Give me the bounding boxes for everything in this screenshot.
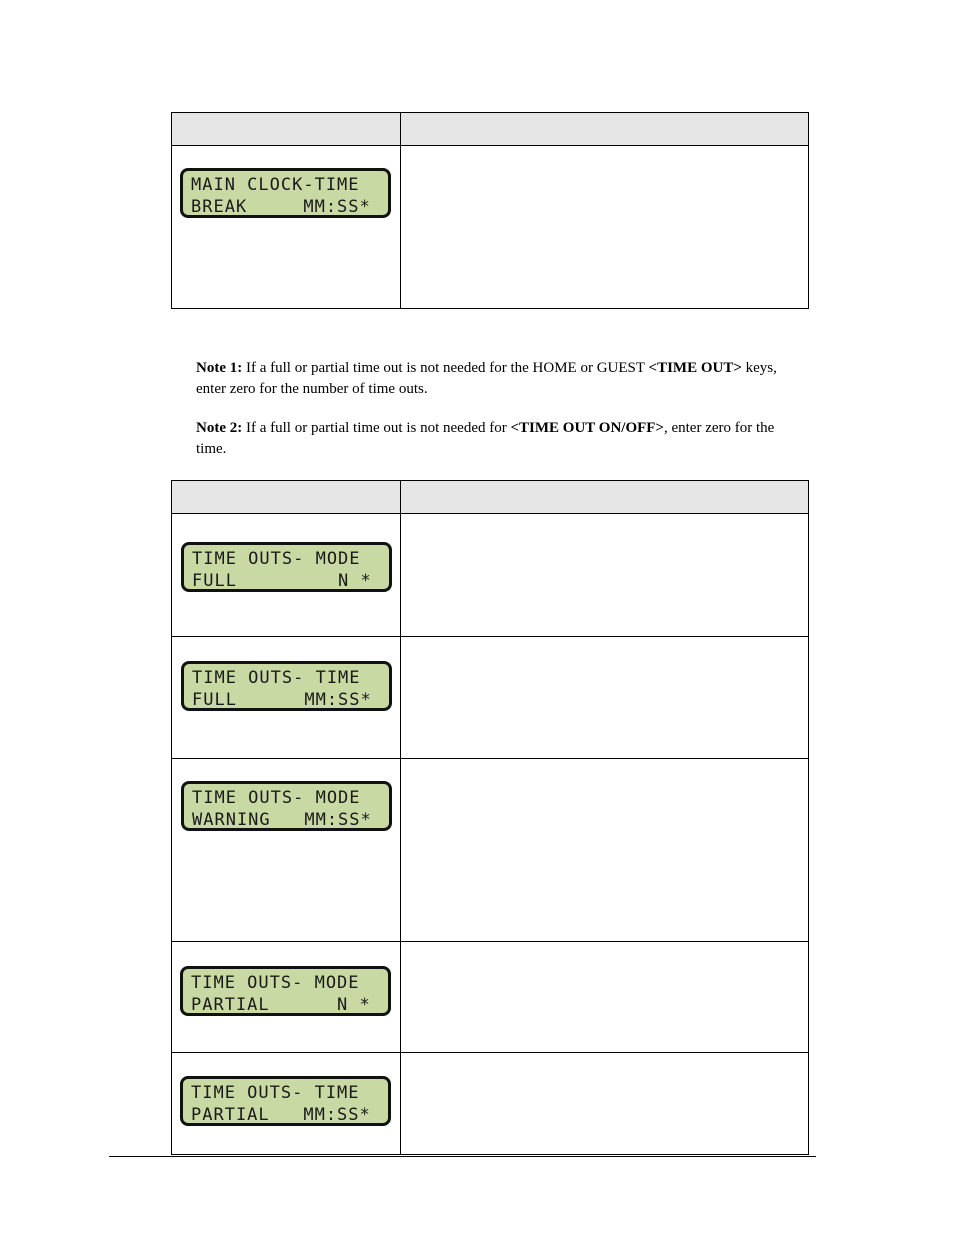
- display-cell: [172, 759, 401, 942]
- note-text: keys, enter zero for the number of time outs.: [196, 360, 777, 397]
- description-cell: [401, 146, 809, 309]
- header-cell-description: [401, 113, 809, 146]
- note-key: <TIME OUT>: [648, 360, 742, 376]
- lcd-line-1: TIME OUTS- MODE: [192, 549, 361, 569]
- lcd-line-2: PARTIAL N *: [191, 995, 371, 1015]
- note-1: [196, 358, 808, 400]
- lcd-line-2: FULL N *: [192, 571, 372, 591]
- table-row: [172, 637, 809, 759]
- table-header-row: [172, 481, 809, 514]
- lcd-display: [181, 781, 392, 831]
- lcd-display: [181, 661, 392, 711]
- note-text: If a full or partial time out is not needed for the HOME or GUEST: [242, 360, 649, 376]
- lcd-line-2: PARTIAL MM:SS*: [191, 1105, 371, 1125]
- display-cell: [172, 637, 401, 759]
- header-cell-description: [401, 481, 809, 514]
- display-cell: [172, 942, 401, 1053]
- lcd-line-1: TIME OUTS- TIME: [191, 1083, 360, 1103]
- description-cell: [401, 637, 809, 759]
- settings-table-2: [171, 480, 809, 1155]
- lcd-line-2: BREAK MM:SS*: [191, 197, 371, 217]
- lcd-display: [181, 542, 392, 592]
- table-row: [172, 514, 809, 637]
- note-2: [196, 418, 808, 460]
- note-text: If a full or partial time out is not needed for: [242, 420, 511, 436]
- note-label: Note 1:: [196, 360, 243, 376]
- lcd-line-1: TIME OUTS- TIME: [192, 668, 361, 688]
- header-cell-display: [172, 113, 401, 146]
- table-row: [172, 942, 809, 1053]
- display-cell: [172, 1053, 401, 1155]
- lcd-line-1: TIME OUTS- MODE: [191, 973, 360, 993]
- lcd-display: [180, 168, 391, 218]
- table-row: [172, 759, 809, 942]
- settings-table-1: [171, 112, 809, 309]
- display-cell: [172, 514, 401, 637]
- description-cell: [401, 942, 809, 1053]
- lcd-line-1: MAIN CLOCK-TIME: [191, 175, 360, 195]
- lcd-display: [180, 1076, 391, 1126]
- table-row: [172, 146, 809, 309]
- note-label: Note 2:: [196, 420, 243, 436]
- note-key: <TIME OUT ON/OFF>: [510, 420, 664, 436]
- lcd-line-2: WARNING MM:SS*: [192, 810, 372, 830]
- display-cell: [172, 146, 401, 309]
- footer-rule: [109, 1156, 816, 1157]
- note-text: , enter zero for the time.: [196, 420, 775, 457]
- description-cell: [401, 759, 809, 942]
- lcd-display: [180, 966, 391, 1016]
- description-cell: [401, 1053, 809, 1155]
- table-header-row: [172, 113, 809, 146]
- header-cell-display: [172, 481, 401, 514]
- lcd-line-1: TIME OUTS- MODE: [192, 788, 361, 808]
- lcd-line-2: FULL MM:SS*: [192, 690, 372, 710]
- table-row: [172, 1053, 809, 1155]
- description-cell: [401, 514, 809, 637]
